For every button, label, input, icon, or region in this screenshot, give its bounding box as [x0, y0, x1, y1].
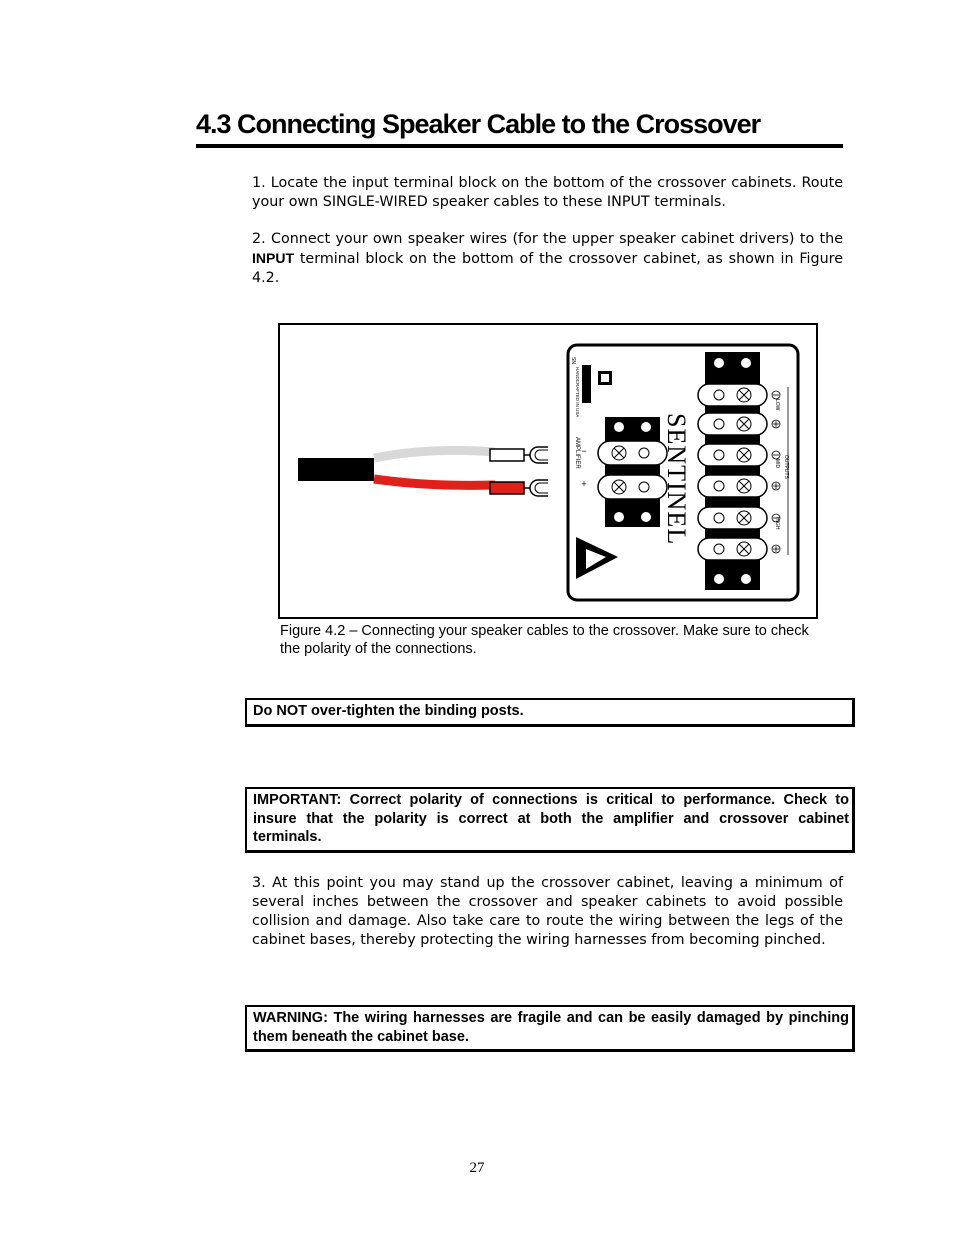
warning-note: WARNING: The wiring harnesses are fragile and can be easily damaged by pinching them beneath the cabinet base.: [245, 1005, 855, 1052]
crossover-wiring-diagram: [280, 325, 816, 617]
step-2-text-before: 2. Connect your own speaker wires (for the upper speaker cabinet drivers) to the: [252, 231, 843, 247]
cable-jacket: [298, 458, 374, 481]
low-label: LOW: [774, 399, 780, 411]
output-positive-symbol: [772, 545, 780, 553]
high-label: HIGH: [774, 517, 780, 530]
positive-wire: [374, 479, 495, 485]
serial-label: SN: [570, 357, 576, 364]
sentinel-brand-text: SENTINEL: [662, 413, 691, 546]
figure-4-2: [278, 323, 818, 619]
input-terminal-block: [598, 417, 667, 527]
mid-label: MID: [774, 459, 780, 469]
output-terminal-row: [698, 444, 767, 466]
step-1-paragraph: 1. Locate the input terminal block on the bottom of the crossover cabinets. Route your own SINGLE-WIRED speaker cables to these INPUT terminals.: [252, 175, 843, 210]
positive-spade-lug: [490, 480, 548, 496]
page-number: 27: [469, 1160, 485, 1176]
negative-wire: [374, 450, 495, 458]
figure-caption: Figure 4.2 – Connecting your speaker cables to the crossover. Make sure to check the polarity of the connections.: [280, 623, 809, 657]
serial-number-plate: [582, 365, 591, 403]
input-negative-symbol: −: [581, 446, 587, 456]
output-terminal-block: [698, 352, 767, 590]
step-2-text-after: terminal block on the bottom of the crossover cabinet, as shown in Figure 4.2.: [252, 251, 843, 286]
output-terminal-row: [698, 507, 767, 529]
step-3-paragraph: 3. At this point you may stand up the crossover cabinet, leaving a minimum of several inches between the crossover and speaker cabinets to avoid possible collision and damage. Also take care to route the wiring between the legs of the cabinet bases, thereby protecting the wiring harnesses from becoming pinched.: [252, 875, 843, 948]
input-keyword: INPUT: [252, 250, 294, 266]
output-terminal-row: [698, 538, 767, 560]
section-heading: 4.3 Connecting Speaker Cable to the Crossover: [196, 106, 843, 148]
output-terminal-row: [698, 384, 767, 406]
outputs-label: OUTPUTS: [783, 455, 789, 479]
step-2-paragraph: [252, 230, 843, 288]
output-positive-symbol: [772, 420, 780, 428]
output-positive-symbol: [772, 482, 780, 490]
negative-spade-lug: [490, 447, 548, 463]
input-positive-symbol: +: [581, 479, 587, 489]
important-note: IMPORTANT: Correct polarity of connections is critical to performance. Check to insure that the polarity is correct at both the amplifier and crossover cabinet terminals.: [245, 787, 855, 853]
avalon-logo-text: AVALON: [580, 545, 586, 572]
amplifier-label: AMPLIFIER: [574, 437, 580, 469]
made-in-label: HANDCRAFTED IN USA: [575, 367, 580, 418]
output-terminal-row: [698, 475, 767, 497]
caution-note: Do NOT over-tighten the binding posts.: [245, 698, 855, 727]
output-terminal-row: [698, 413, 767, 435]
